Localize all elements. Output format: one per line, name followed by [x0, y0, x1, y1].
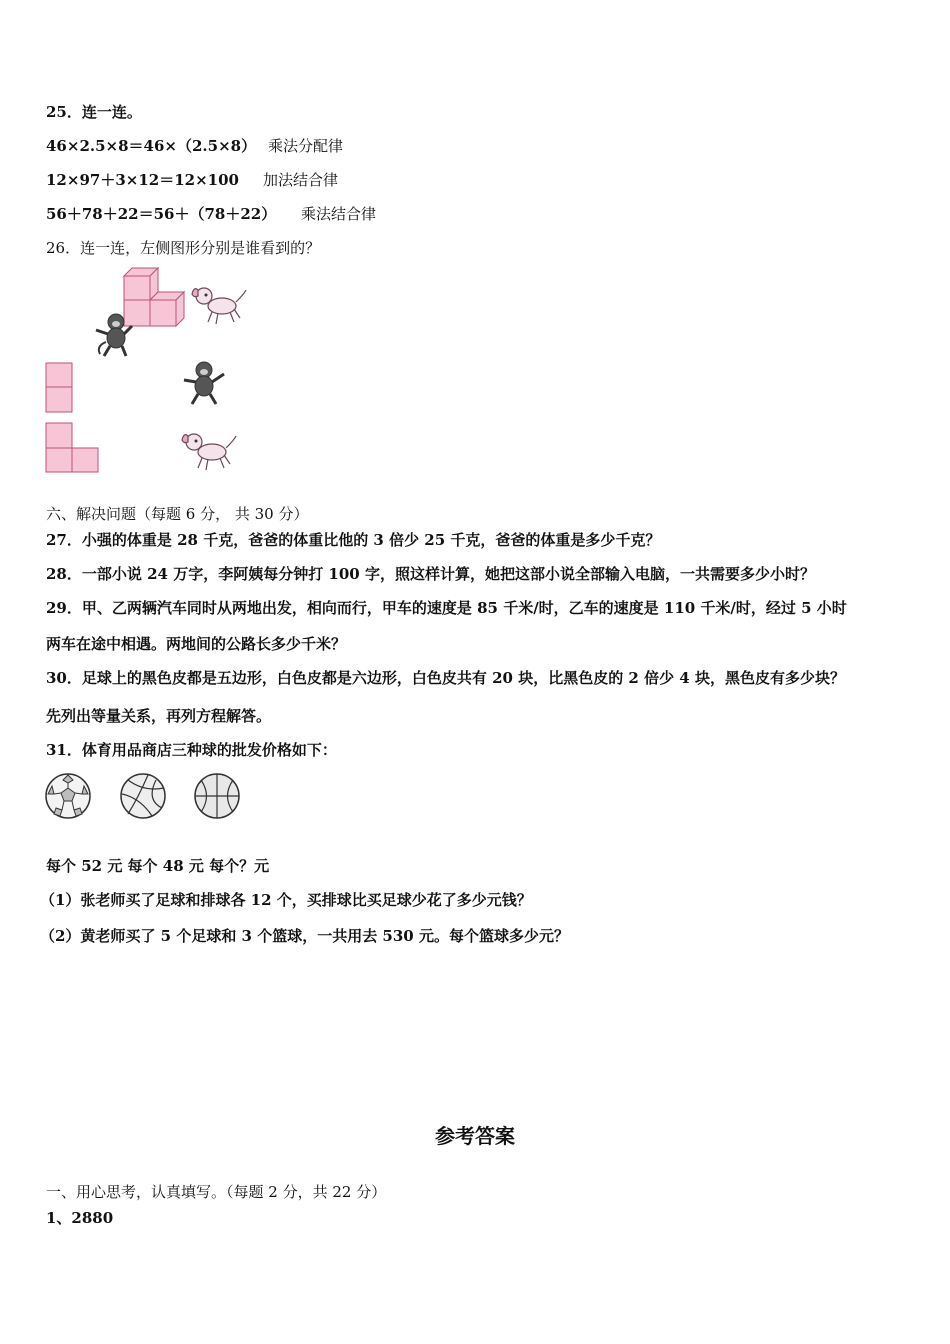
- answer-1: 1、2880: [46, 1209, 114, 1227]
- monkey-icon: [92, 312, 136, 358]
- answers-heading: 参考答案: [435, 1124, 515, 1148]
- q29-line1: 29．甲、乙两辆汽车同时从两地出发，相向而行，甲车的速度是 85 千米/时，乙车的速度是 110 千米/时，经过 5 小时: [46, 599, 847, 617]
- monkey-icon-2: [182, 360, 228, 406]
- shape-front-view: [45, 362, 75, 414]
- q29-line2: 两车在途中相遇。两地间的公路长多少千米？: [46, 635, 347, 653]
- dog-icon-2: [182, 428, 240, 472]
- q30-line1: 30．足球上的黑色皮都是五边形，白色皮都是六边形，白色皮共有 20 块，比黑色皮的 2 倍少 4 块，黑色皮有多少块？: [46, 669, 845, 687]
- q30-line2: 先列出等量关系，再列方程解答。: [46, 707, 272, 725]
- q25-law-2: 加法结合律: [263, 171, 339, 189]
- shape-side-view: [45, 422, 101, 474]
- q31-prices: 每个 52 元 每个 48 元 每个？元: [46, 857, 270, 875]
- q25-title: 25．连一连。: [46, 103, 142, 121]
- soccer-ball-icon: [44, 772, 92, 820]
- q26-title: 26．连一连，左侧图形分别是谁看到的？: [46, 239, 321, 257]
- q28: 28．一部小说 24 万字，李阿姨每分钟打 100 字，照这样计算，她把这部小说全部输入电脑，一共需要多少小时？: [46, 565, 815, 583]
- q25-law-3: 乘法结合律: [301, 205, 377, 223]
- q25-expr-3: 56＋78＋22＝56＋（78＋22）: [46, 205, 277, 223]
- q25-law-1: 乘法分配律: [268, 137, 344, 155]
- dog-icon: [190, 284, 248, 326]
- basketball-icon: [192, 772, 242, 820]
- q25-expr-1: 46×2.5×8＝46×（2.5×8）: [46, 137, 257, 155]
- section6-title: 六、解决问题（每题 6 分， 共 30 分）: [46, 505, 309, 523]
- q27: 27．小强的体重是 28 千克，爸爸的体重比他的 3 倍少 25 千克，爸爸的体重是多少千克？: [46, 531, 661, 549]
- q25-expr-2: 12×97＋3×12＝12×100: [46, 171, 239, 189]
- q31-sub1: （1）张老师买了足球和排球各 12 个，买排球比买足球少花了多少元钱？: [40, 891, 532, 909]
- answers-section1: 一、用心思考，认真填写。（每题 2 分，共 22 分）: [46, 1183, 387, 1201]
- q31-sub2: （2）黄老师买了 5 个足球和 3 个篮球，一共用去 530 元。每个篮球多少元？: [40, 927, 569, 945]
- q31-title: 31．体育用品商店三种球的批发价格如下：: [46, 741, 337, 759]
- volleyball-icon: [118, 772, 168, 820]
